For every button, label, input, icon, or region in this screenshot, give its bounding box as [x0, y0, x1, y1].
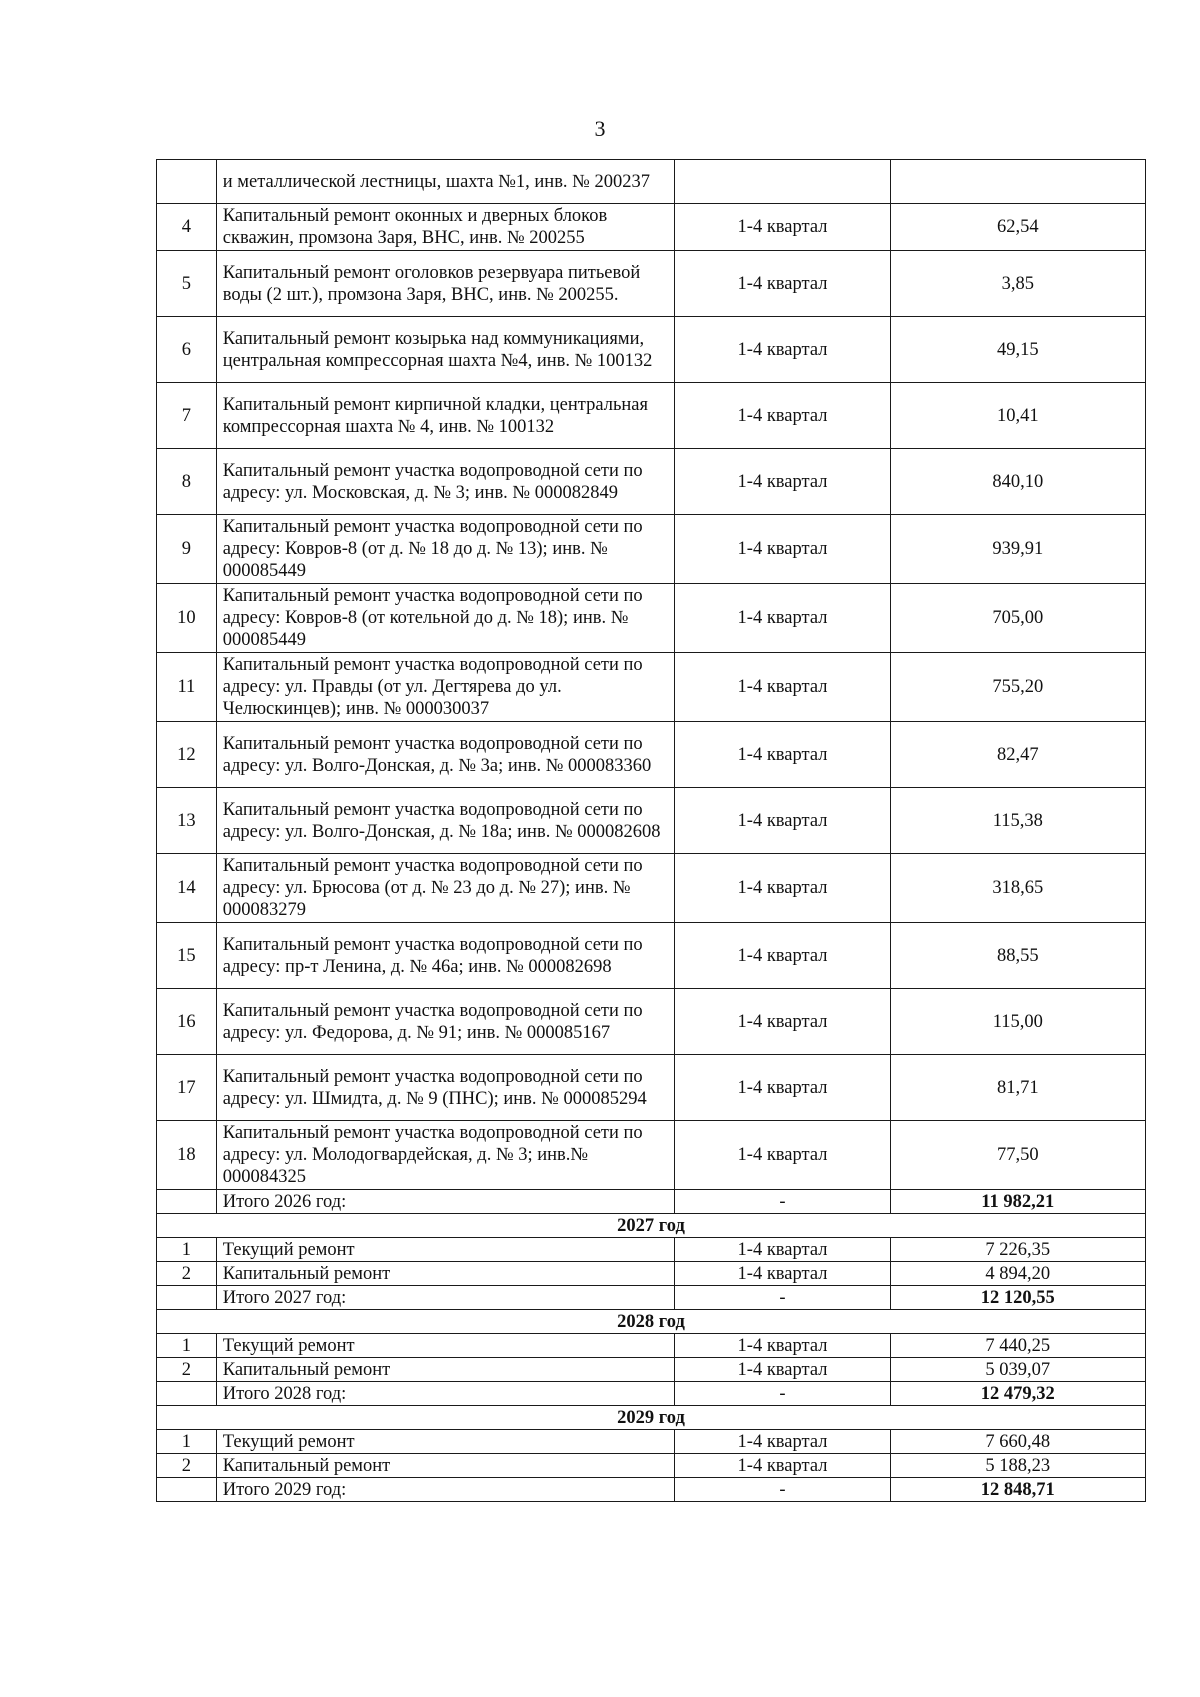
- row-number: 14: [157, 854, 217, 923]
- row-period: [675, 160, 890, 204]
- row-number: 15: [157, 923, 217, 989]
- row-description: Капитальный ремонт участка водопроводной сети по адресу: ул. Волго-Донская, д. № 3а; инв. № 000083360: [216, 722, 675, 788]
- table-row: [157, 204, 1146, 251]
- table-row: [157, 923, 1146, 989]
- total-period: -: [675, 1286, 890, 1310]
- row-description: Капитальный ремонт оконных и дверных блоков скважин, промзона Заря, ВНС, инв. № 200255: [216, 204, 675, 251]
- row-amount: 5 188,23: [890, 1454, 1145, 1478]
- page-number: 3: [594, 116, 606, 141]
- total-number-cell: [157, 1478, 217, 1502]
- row-number: 13: [157, 788, 217, 854]
- row-period: 1-4 квартал: [675, 251, 890, 317]
- total-label: Итого 2028 год:: [216, 1382, 675, 1406]
- row-description: Текущий ремонт: [216, 1430, 675, 1454]
- row-period: 1-4 квартал: [675, 515, 890, 584]
- row-amount: 49,15: [890, 317, 1145, 383]
- total-amount: 12 848,71: [890, 1478, 1145, 1502]
- row-number: 6: [157, 317, 217, 383]
- row-period: 1-4 квартал: [675, 1055, 890, 1121]
- row-amount: 77,50: [890, 1121, 1145, 1190]
- year-heading: 2028 год: [157, 1310, 1146, 1334]
- row-amount: 82,47: [890, 722, 1145, 788]
- row-period: 1-4 квартал: [675, 1121, 890, 1190]
- row-description: Капитальный ремонт кирпичной кладки, центральная компрессорная шахта № 4, инв. № 100132: [216, 383, 675, 449]
- row-description: Капитальный ремонт участка водопроводной сети по адресу: ул. Волго-Донская, д. № 18а; инв. № 000082608: [216, 788, 675, 854]
- year-heading-row: [157, 1406, 1146, 1430]
- row-amount: 115,38: [890, 788, 1145, 854]
- row-period: 1-4 квартал: [675, 854, 890, 923]
- table-row: [157, 584, 1146, 653]
- row-amount: 7 660,48: [890, 1430, 1145, 1454]
- row-amount: 10,41: [890, 383, 1145, 449]
- table-row: [157, 722, 1146, 788]
- row-number-cell: [157, 160, 217, 204]
- total-amount: 11 982,21: [890, 1190, 1145, 1214]
- row-number: 2: [157, 1454, 217, 1478]
- row-period: 1-4 квартал: [675, 722, 890, 788]
- row-description: Капитальный ремонт участка водопроводной сети по адресу: ул. Федорова, д. № 91; инв. № 000085167: [216, 989, 675, 1055]
- row-number: 10: [157, 584, 217, 653]
- year-heading: 2029 год: [157, 1406, 1146, 1430]
- row-period: 1-4 квартал: [675, 1262, 890, 1286]
- row-amount: 88,55: [890, 923, 1145, 989]
- row-description: и металлической лестницы, шахта №1, инв. № 200237: [216, 160, 675, 204]
- row-description: Капитальный ремонт участка водопроводной сети по адресу: ул. Правды (от ул. Дегтярева до ул. Челюскинцев); инв. № 000030037: [216, 653, 675, 722]
- row-amount: 81,71: [890, 1055, 1145, 1121]
- row-period: 1-4 квартал: [675, 204, 890, 251]
- table-row: [157, 788, 1146, 854]
- total-number-cell: [157, 1286, 217, 1310]
- row-amount: 7 226,35: [890, 1238, 1145, 1262]
- table-row: [157, 1055, 1146, 1121]
- year-heading-row: [157, 1310, 1146, 1334]
- table-row: [157, 251, 1146, 317]
- total-row: [157, 1382, 1146, 1406]
- table-row: [157, 653, 1146, 722]
- row-period: 1-4 квартал: [675, 1358, 890, 1382]
- row-number: 2: [157, 1358, 217, 1382]
- row-period: 1-4 квартал: [675, 449, 890, 515]
- table-row: [157, 1334, 1146, 1358]
- row-number: 11: [157, 653, 217, 722]
- row-period: 1-4 квартал: [675, 317, 890, 383]
- row-description: Капитальный ремонт участка водопроводной сети по адресу: ул. Брюсова (от д. № 23 до д. № 27); инв. № 000083279: [216, 854, 675, 923]
- row-number: 5: [157, 251, 217, 317]
- row-number: 1: [157, 1238, 217, 1262]
- total-period: -: [675, 1478, 890, 1502]
- table-row: [157, 383, 1146, 449]
- table-row: [157, 449, 1146, 515]
- total-row: [157, 1190, 1146, 1214]
- total-amount: 12 120,55: [890, 1286, 1145, 1310]
- row-number: 17: [157, 1055, 217, 1121]
- row-number: 8: [157, 449, 217, 515]
- table-row: [157, 1430, 1146, 1454]
- row-amount: 3,85: [890, 251, 1145, 317]
- total-label: Итого 2029 год:: [216, 1478, 675, 1502]
- row-number: 1: [157, 1334, 217, 1358]
- row-period: 1-4 квартал: [675, 584, 890, 653]
- row-description: Текущий ремонт: [216, 1238, 675, 1262]
- row-period: 1-4 квартал: [675, 989, 890, 1055]
- row-description: Текущий ремонт: [216, 1334, 675, 1358]
- row-number: 4: [157, 204, 217, 251]
- row-description: Капитальный ремонт участка водопроводной сети по адресу: пр-т Ленина, д. № 46а; инв. № 000082698: [216, 923, 675, 989]
- row-period: 1-4 квартал: [675, 1430, 890, 1454]
- row-amount: 939,91: [890, 515, 1145, 584]
- table-row: [157, 1358, 1146, 1382]
- row-amount: 755,20: [890, 653, 1145, 722]
- row-number: 1: [157, 1430, 217, 1454]
- row-description: Капитальный ремонт участка водопроводной сети по адресу: Ковров-8 (от д. № 18 до д. № 13); инв. № 000085449: [216, 515, 675, 584]
- total-row: [157, 1286, 1146, 1310]
- table-row: [157, 989, 1146, 1055]
- row-number: 9: [157, 515, 217, 584]
- total-period: -: [675, 1190, 890, 1214]
- total-number-cell: [157, 1382, 217, 1406]
- row-description: Капитальный ремонт участка водопроводной сети по адресу: ул. Молодогвардейская, д. № 3; инв.№ 000084325: [216, 1121, 675, 1190]
- row-period: 1-4 квартал: [675, 653, 890, 722]
- table-row: [157, 160, 1146, 204]
- row-description: Капитальный ремонт участка водопроводной сети по адресу: ул. Шмидта, д. № 9 (ПНС); инв. № 000085294: [216, 1055, 675, 1121]
- table-row: [157, 1454, 1146, 1478]
- row-description: Капитальный ремонт участка водопроводной сети по адресу: ул. Московская, д. № 3; инв. № 000082849: [216, 449, 675, 515]
- total-period: -: [675, 1382, 890, 1406]
- row-period: 1-4 квартал: [675, 383, 890, 449]
- year-heading-row: [157, 1214, 1146, 1238]
- row-description: Капитальный ремонт: [216, 1262, 675, 1286]
- total-row: [157, 1478, 1146, 1502]
- table-row: [157, 1121, 1146, 1190]
- table-row: [157, 854, 1146, 923]
- table-row: [157, 1238, 1146, 1262]
- row-number: 12: [157, 722, 217, 788]
- row-amount: 7 440,25: [890, 1334, 1145, 1358]
- total-label: Итого 2026 год:: [216, 1190, 675, 1214]
- total-label: Итого 2027 год:: [216, 1286, 675, 1310]
- row-amount: 840,10: [890, 449, 1145, 515]
- row-period: 1-4 квартал: [675, 788, 890, 854]
- repair-schedule-table: [156, 159, 1146, 1502]
- row-description: Капитальный ремонт участка водопроводной сети по адресу: Ковров-8 (от котельной до д. № 18); инв. № 000085449: [216, 584, 675, 653]
- row-number: 18: [157, 1121, 217, 1190]
- table-row: [157, 1262, 1146, 1286]
- row-description: Капитальный ремонт: [216, 1358, 675, 1382]
- row-period: 1-4 квартал: [675, 1454, 890, 1478]
- row-description: Капитальный ремонт оголовков резервуара питьевой воды (2 шт.), промзона Заря, ВНС, инв. № 200255.: [216, 251, 675, 317]
- row-amount: 318,65: [890, 854, 1145, 923]
- row-amount: 62,54: [890, 204, 1145, 251]
- row-amount: [890, 160, 1145, 204]
- table-row: [157, 515, 1146, 584]
- row-number: 7: [157, 383, 217, 449]
- row-description: Капитальный ремонт козырька над коммуникациями, центральная компрессорная шахта №4, инв. № 100132: [216, 317, 675, 383]
- row-number: 2: [157, 1262, 217, 1286]
- row-amount: 5 039,07: [890, 1358, 1145, 1382]
- row-amount: 115,00: [890, 989, 1145, 1055]
- row-period: 1-4 квартал: [675, 923, 890, 989]
- row-period: 1-4 квартал: [675, 1334, 890, 1358]
- row-number: 16: [157, 989, 217, 1055]
- total-number-cell: [157, 1190, 217, 1214]
- row-period: 1-4 квартал: [675, 1238, 890, 1262]
- row-description: Капитальный ремонт: [216, 1454, 675, 1478]
- total-amount: 12 479,32: [890, 1382, 1145, 1406]
- year-heading: 2027 год: [157, 1214, 1146, 1238]
- row-amount: 4 894,20: [890, 1262, 1145, 1286]
- row-amount: 705,00: [890, 584, 1145, 653]
- table-row: [157, 317, 1146, 383]
